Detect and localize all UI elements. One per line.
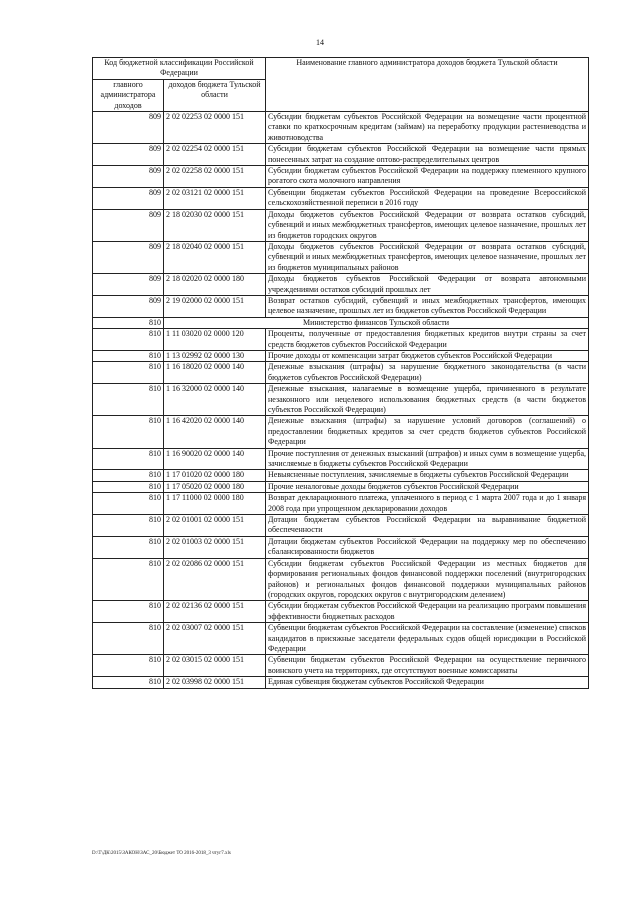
admin-code-cell: 810 bbox=[93, 317, 164, 328]
table-row bbox=[93, 241, 589, 273]
table-row bbox=[93, 677, 589, 688]
admin-code-cell: 810 bbox=[93, 623, 164, 655]
admin-code-cell: 810 bbox=[93, 416, 164, 448]
revenue-name-cell: Субсидии бюджетам субъектов Российской Федерации на поддержку племенного крупного рогатого скота молочного направления bbox=[266, 166, 589, 188]
header-revenue-col: доходов бюджета Тульской области bbox=[164, 79, 266, 111]
revenue-code-cell: 2 02 02136 02 0000 151 bbox=[164, 601, 266, 623]
table-row bbox=[93, 362, 589, 384]
revenue-name-cell: Доходы бюджетов субъектов Российской Федерации от возврата остатков субсидий, субвенций и иных межбюджетных трансфертов, имеющих целевое назначение, прошлых лет из бюджетов муниципальных районов bbox=[266, 241, 589, 273]
revenue-code-cell: 1 13 02992 02 0000 130 bbox=[164, 350, 266, 361]
revenue-code-cell: 1 16 90020 02 0000 140 bbox=[164, 448, 266, 470]
table-row bbox=[93, 623, 589, 655]
revenue-name-cell: Возврат остатков субсидий, субвенций и иных межбюджетных трансфертов, имеющих целевое назначение, прошлых лет из бюджетов субъектов Российской Федерации bbox=[266, 295, 589, 317]
admin-code-cell: 809 bbox=[93, 112, 164, 144]
admin-code-cell: 810 bbox=[93, 558, 164, 601]
revenue-name-cell: Денежные взыскания (штрафы) за нарушение бюджетного законодательства (в части бюджетов субъектов Российской Федерации) bbox=[266, 362, 589, 384]
revenue-code-cell: 2 02 02258 02 0000 151 bbox=[164, 166, 266, 188]
table-row bbox=[93, 655, 589, 677]
revenue-name-cell: Прочие неналоговые доходы бюджетов субъектов Российской Федерации bbox=[266, 481, 589, 492]
table-row bbox=[93, 558, 589, 601]
admin-code-cell: 809 bbox=[93, 295, 164, 317]
admin-code-cell: 809 bbox=[93, 166, 164, 188]
admin-code-cell: 810 bbox=[93, 384, 164, 416]
revenue-code-cell: 2 19 02000 02 0000 151 bbox=[164, 295, 266, 317]
revenue-code-cell: 2 02 02254 02 0000 151 bbox=[164, 144, 266, 166]
revenue-admin-table bbox=[92, 57, 589, 689]
admin-code-cell: 810 bbox=[93, 350, 164, 361]
revenue-name-cell: Дотации бюджетам субъектов Российской Федерации на выравнивание бюджетной обеспеченности bbox=[266, 515, 589, 537]
revenue-code-cell: 2 02 03121 02 0000 151 bbox=[164, 187, 266, 209]
revenue-name-cell: Субсидии бюджетам субъектов Российской Федерации на реализацию программ повышения эффективности бюджетных расходов bbox=[266, 601, 589, 623]
table-row bbox=[93, 448, 589, 470]
revenue-code-cell: 1 16 32000 02 0000 140 bbox=[164, 384, 266, 416]
table-row bbox=[93, 515, 589, 537]
table-row bbox=[93, 187, 589, 209]
admin-code-cell: 809 bbox=[93, 209, 164, 241]
admin-code-cell: 810 bbox=[93, 470, 164, 481]
section-row bbox=[93, 317, 589, 328]
revenue-name-cell: Денежные взыскания (штрафы) за нарушение условий договоров (соглашений) о предоставлении бюджетных кредитов за счет средств бюджетов субъектов Российской Федерации bbox=[266, 416, 589, 448]
table-row bbox=[93, 481, 589, 492]
revenue-name-cell: Прочие поступления от денежных взысканий (штрафов) и иных сумм в возмещение ущерба, зачисляемые в бюджеты субъектов Российской Федерации bbox=[266, 448, 589, 470]
revenue-name-cell: Субвенции бюджетам субъектов Российской Федерации на осуществление первичного воинского учета на территориях, где отсутствуют военные комиссариаты bbox=[266, 655, 589, 677]
table-row bbox=[93, 384, 589, 416]
revenue-name-cell: Субсидии бюджетам субъектов Российской Федерации из местных бюджетов для формирования региональных фондов финансовой поддержки поселений (внутригородских районов) и региональных фондов финансовой поддержки муниципальных районов (городских округов, городских округов с внутригородским делением) bbox=[266, 558, 589, 601]
table-row bbox=[93, 536, 589, 558]
table-row bbox=[93, 601, 589, 623]
admin-code-cell: 810 bbox=[93, 362, 164, 384]
section-title-cell: Министерство финансов Тульской области bbox=[164, 317, 589, 328]
header-name-col: Наименование главного администратора доходов бюджета Тульской области bbox=[266, 58, 589, 112]
revenue-code-cell: 2 02 03998 02 0000 151 bbox=[164, 677, 266, 688]
revenue-name-cell: Единая субвенция бюджетам субъектов Российской Федерации bbox=[266, 677, 589, 688]
page-number: 14 bbox=[316, 38, 324, 47]
header-code-group: Код бюджетной классификации Российской Федерации bbox=[93, 58, 266, 80]
revenue-name-cell: Субсидии бюджетам субъектов Российской Федерации на возмещение части прямых понесенных затрат на создание оптово-распределительных центров bbox=[266, 144, 589, 166]
revenue-name-cell: Проценты, полученные от предоставления бюджетных кредитов внутри страны за счет средств бюджетов субъектов Российской Федерации bbox=[266, 329, 589, 351]
table-row bbox=[93, 470, 589, 481]
admin-code-cell: 810 bbox=[93, 448, 164, 470]
admin-code-cell: 810 bbox=[93, 601, 164, 623]
table-row bbox=[93, 112, 589, 144]
revenue-code-cell: 2 02 03007 02 0000 151 bbox=[164, 623, 266, 655]
revenue-name-cell: Субвенции бюджетам субъектов Российской Федерации на составление (изменение) списков кандидатов в присяжные заседатели федеральных судов общей юрисдикции в Российской Федерации bbox=[266, 623, 589, 655]
revenue-name-cell: Денежные взыскания, налагаемые в возмещение ущерба, причиненного в результате незаконного или нецелевого использования бюджетных средств (в части бюджетов субъектов Российской Федерации) bbox=[266, 384, 589, 416]
admin-code-cell: 810 bbox=[93, 655, 164, 677]
revenue-name-cell: Прочие доходы от компенсации затрат бюджетов субъектов Российской Федерации bbox=[266, 350, 589, 361]
revenue-code-cell: 2 18 02020 02 0000 180 bbox=[164, 274, 266, 296]
table-row bbox=[93, 416, 589, 448]
revenue-code-cell: 1 17 11000 02 0000 180 bbox=[164, 493, 266, 515]
revenue-code-cell: 2 02 03015 02 0000 151 bbox=[164, 655, 266, 677]
revenue-name-cell: Невыясненные поступления, зачисляемые в бюджеты субъектов Российской Федерации bbox=[266, 470, 589, 481]
admin-code-cell: 810 bbox=[93, 493, 164, 515]
admin-code-cell: 809 bbox=[93, 187, 164, 209]
admin-code-cell: 810 bbox=[93, 515, 164, 537]
header-admin-col: главного администратора доходов bbox=[93, 79, 164, 111]
table-row bbox=[93, 144, 589, 166]
revenue-code-cell: 1 16 42020 02 0000 140 bbox=[164, 416, 266, 448]
revenue-code-cell: 1 11 03020 02 0000 120 bbox=[164, 329, 266, 351]
table-header-row bbox=[93, 58, 589, 80]
table-row bbox=[93, 295, 589, 317]
revenue-code-cell: 2 02 02086 02 0000 151 bbox=[164, 558, 266, 601]
table-row bbox=[93, 329, 589, 351]
revenue-code-cell: 2 18 02030 02 0000 151 bbox=[164, 209, 266, 241]
file-path-footer: D:\Т\ДК\2015\ЗАКОН\ЗАС_20\Бюджет ТО 2016-2018_3 чтуг7.xls bbox=[92, 851, 231, 856]
admin-code-cell: 810 bbox=[93, 329, 164, 351]
admin-code-cell: 810 bbox=[93, 536, 164, 558]
revenue-code-cell: 1 16 18020 02 0000 140 bbox=[164, 362, 266, 384]
admin-code-cell: 810 bbox=[93, 481, 164, 492]
admin-code-cell: 810 bbox=[93, 677, 164, 688]
admin-code-cell: 809 bbox=[93, 144, 164, 166]
table-row bbox=[93, 493, 589, 515]
revenue-code-cell: 2 18 02040 02 0000 151 bbox=[164, 241, 266, 273]
revenue-code-cell: 1 17 01020 02 0000 180 bbox=[164, 470, 266, 481]
admin-code-cell: 809 bbox=[93, 241, 164, 273]
revenue-name-cell: Дотации бюджетам субъектов Российской Федерации на поддержку мер по обеспечению сбалансированности бюджетов bbox=[266, 536, 589, 558]
table-row bbox=[93, 166, 589, 188]
revenue-code-cell: 1 17 05020 02 0000 180 bbox=[164, 481, 266, 492]
revenue-code-cell: 2 02 01003 02 0000 151 bbox=[164, 536, 266, 558]
revenue-name-cell: Доходы бюджетов субъектов Российской Федерации от возврата автономными учреждениями остатков субсидий прошлых лет bbox=[266, 274, 589, 296]
revenue-name-cell: Возврат декларационного платежа, уплаченного в период с 1 марта 2007 года и до 1 января 2008 года при упрощенном декларировании доходов bbox=[266, 493, 589, 515]
revenue-code-cell: 2 02 02253 02 0000 151 bbox=[164, 112, 266, 144]
revenue-name-cell: Субвенции бюджетам субъектов Российской Федерации на проведение Всероссийской сельскохозяйственной переписи в 2016 году bbox=[266, 187, 589, 209]
revenue-name-cell: Субсидии бюджетам субъектов Российской Федерации на возмещение части процентной ставки по краткосрочным кредитам (займам) на переработку продукции растениеводства и животноводства bbox=[266, 112, 589, 144]
admin-code-cell: 809 bbox=[93, 274, 164, 296]
table-row bbox=[93, 350, 589, 361]
revenue-code-cell: 2 02 01001 02 0000 151 bbox=[164, 515, 266, 537]
table-row bbox=[93, 274, 589, 296]
table-row bbox=[93, 209, 589, 241]
revenue-name-cell: Доходы бюджетов субъектов Российской Федерации от возврата остатков субсидий, субвенций и иных межбюджетных трансфертов, имеющих целевое назначение, прошлых лет из бюджетов городских округов bbox=[266, 209, 589, 241]
